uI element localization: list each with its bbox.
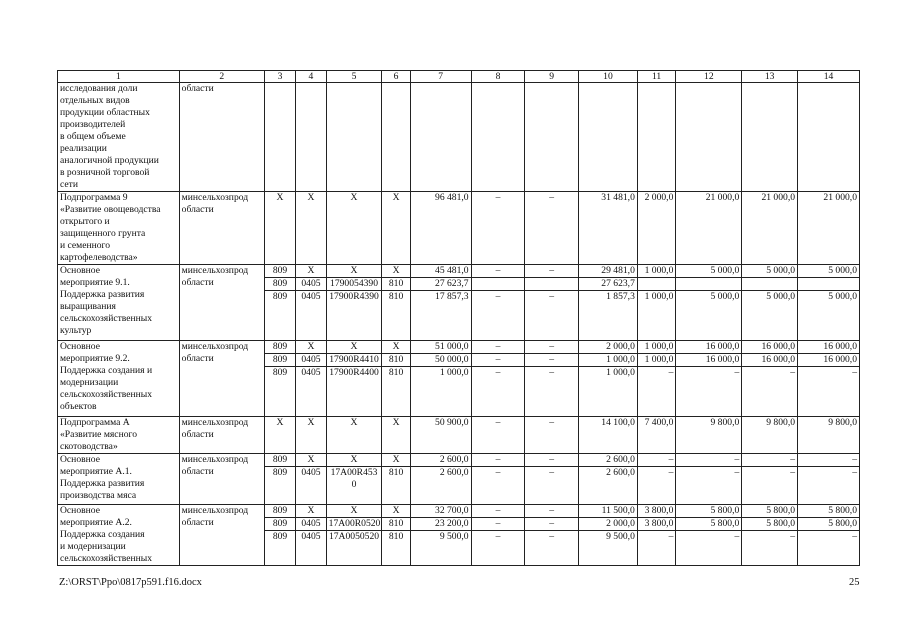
- budget-table: [57, 70, 860, 566]
- value-cell: X: [296, 417, 326, 454]
- value-cell: X: [296, 192, 326, 265]
- column-header: 8: [471, 71, 525, 83]
- value-cell: 9 800,0: [676, 417, 742, 454]
- value-cell: –: [471, 291, 525, 341]
- value-cell: X: [326, 505, 382, 518]
- value-cell: 45 481,0: [410, 265, 471, 278]
- column-header: 4: [296, 71, 326, 83]
- value-cell: 0405: [296, 354, 326, 367]
- program-name-cell: Основное мероприятие 9.2. Поддержка создания и модернизации сельскохозяйственных объектов: [58, 341, 180, 417]
- column-header: 11: [637, 71, 676, 83]
- value-cell: 810: [382, 367, 410, 417]
- value-cell: –: [525, 531, 579, 566]
- value-cell: –: [742, 454, 798, 467]
- value-cell: [742, 278, 798, 291]
- value-cell: 5 800,0: [676, 505, 742, 518]
- column-header-row: [58, 71, 860, 83]
- value-cell: 17900R4410: [326, 354, 382, 367]
- program-name-cell: Основное мероприятие А.2. Поддержка создания и модернизации сельскохозяйственных: [58, 505, 180, 566]
- value-cell: 1 000,0: [579, 367, 638, 417]
- value-cell: –: [525, 367, 579, 417]
- table-row: [58, 505, 860, 518]
- value-cell: 5 800,0: [742, 505, 798, 518]
- value-cell: [798, 83, 860, 192]
- value-cell: 51 000,0: [410, 341, 471, 354]
- column-header: 5: [326, 71, 382, 83]
- program-name-cell: Основное мероприятие А.1. Поддержка развития производства мяса: [58, 454, 180, 505]
- value-cell: X: [326, 192, 382, 265]
- value-cell: 5 000,0: [742, 291, 798, 341]
- value-cell: 29 481,0: [579, 265, 638, 278]
- value-cell: –: [742, 531, 798, 566]
- value-cell: –: [471, 341, 525, 354]
- value-cell: 5 800,0: [676, 518, 742, 531]
- value-cell: [382, 83, 410, 192]
- executor-cell: минсельхозпрод области: [179, 192, 264, 265]
- value-cell: 2 600,0: [410, 454, 471, 467]
- value-cell: 9 800,0: [742, 417, 798, 454]
- value-cell: 809: [264, 531, 295, 566]
- value-cell: 809: [264, 291, 295, 341]
- value-cell: [798, 278, 860, 291]
- value-cell: 5 800,0: [798, 518, 860, 531]
- value-cell: [296, 83, 326, 192]
- value-cell: 2 600,0: [410, 467, 471, 505]
- value-cell: 21 000,0: [742, 192, 798, 265]
- value-cell: –: [471, 265, 525, 278]
- table-row: [58, 83, 860, 192]
- value-cell: –: [637, 531, 676, 566]
- value-cell: –: [471, 454, 525, 467]
- value-cell: 2 000,0: [579, 341, 638, 354]
- program-name-cell: исследования доли отдельных видов продукции областных производителей в общем объеме реализации аналогичной продукции в розничной торговой сети: [58, 83, 180, 192]
- value-cell: 50 900,0: [410, 417, 471, 454]
- value-cell: –: [676, 454, 742, 467]
- value-cell: X: [264, 417, 295, 454]
- value-cell: [471, 83, 525, 192]
- value-cell: 1 000,0: [637, 291, 676, 341]
- value-cell: 2 600,0: [579, 454, 638, 467]
- value-cell: 810: [382, 531, 410, 566]
- value-cell: 21 000,0: [798, 192, 860, 265]
- value-cell: 810: [382, 278, 410, 291]
- executor-cell: минсельхозпрод области: [179, 505, 264, 566]
- value-cell: 5 800,0: [798, 505, 860, 518]
- column-header: 7: [410, 71, 471, 83]
- value-cell: 2 600,0: [579, 467, 638, 505]
- executor-cell: минсельхозпрод области: [179, 417, 264, 454]
- value-cell: [742, 83, 798, 192]
- value-cell: –: [525, 505, 579, 518]
- value-cell: [637, 83, 676, 192]
- value-cell: –: [525, 192, 579, 265]
- column-header: 14: [798, 71, 860, 83]
- column-header: 1: [58, 71, 180, 83]
- column-header: 13: [742, 71, 798, 83]
- value-cell: 1 000,0: [410, 367, 471, 417]
- value-cell: –: [471, 367, 525, 417]
- value-cell: 7 400,0: [637, 417, 676, 454]
- value-cell: [637, 278, 676, 291]
- value-cell: –: [525, 454, 579, 467]
- value-cell: 809: [264, 518, 295, 531]
- value-cell: 16 000,0: [676, 354, 742, 367]
- value-cell: –: [637, 367, 676, 417]
- value-cell: X: [382, 505, 410, 518]
- value-cell: [676, 278, 742, 291]
- value-cell: –: [676, 367, 742, 417]
- value-cell: –: [471, 531, 525, 566]
- value-cell: 809: [264, 341, 295, 354]
- value-cell: 31 481,0: [579, 192, 638, 265]
- value-cell: 0405: [296, 291, 326, 341]
- value-cell: –: [742, 367, 798, 417]
- value-cell: 809: [264, 467, 295, 505]
- value-cell: [264, 83, 295, 192]
- executor-cell: минсельхозпрод области: [179, 265, 264, 341]
- value-cell: 9 800,0: [798, 417, 860, 454]
- value-cell: [579, 83, 638, 192]
- value-cell: –: [525, 518, 579, 531]
- value-cell: 32 700,0: [410, 505, 471, 518]
- value-cell: 5 000,0: [676, 291, 742, 341]
- value-cell: 23 200,0: [410, 518, 471, 531]
- program-name-cell: Подпрограмма А «Развитие мясного скотоводства»: [58, 417, 180, 454]
- value-cell: 5 000,0: [798, 291, 860, 341]
- value-cell: 5 000,0: [676, 265, 742, 278]
- value-cell: 1 000,0: [637, 341, 676, 354]
- table-body: [58, 83, 860, 566]
- value-cell: [525, 278, 579, 291]
- footer-file-path: Z:\ORST\Ppo\0817p591.f16.docx: [59, 577, 202, 588]
- executor-cell: минсельхозпрод области: [179, 341, 264, 417]
- value-cell: 17 857,3: [410, 291, 471, 341]
- value-cell: 809: [264, 265, 295, 278]
- value-cell: 809: [264, 354, 295, 367]
- value-cell: X: [382, 341, 410, 354]
- program-name-cell: Подпрограмма 9 «Развитие овощеводства открытого и защищенного грунта и семенного картофелеводства»: [58, 192, 180, 265]
- column-header: 9: [525, 71, 579, 83]
- value-cell: 809: [264, 454, 295, 467]
- executor-cell: минсельхозпрод области: [179, 454, 264, 505]
- value-cell: [525, 83, 579, 192]
- value-cell: –: [471, 467, 525, 505]
- value-cell: –: [471, 518, 525, 531]
- value-cell: –: [525, 265, 579, 278]
- value-cell: –: [525, 291, 579, 341]
- value-cell: 17А0050520: [326, 531, 382, 566]
- table-row: [58, 417, 860, 454]
- value-cell: [326, 83, 382, 192]
- executor-cell: области: [179, 83, 264, 192]
- value-cell: 21 000,0: [676, 192, 742, 265]
- value-cell: X: [382, 265, 410, 278]
- value-cell: 16 000,0: [676, 341, 742, 354]
- value-cell: –: [798, 531, 860, 566]
- value-cell: 1 000,0: [579, 354, 638, 367]
- column-header: 3: [264, 71, 295, 83]
- value-cell: 17900R4400: [326, 367, 382, 417]
- value-cell: X: [326, 417, 382, 454]
- value-cell: 16 000,0: [742, 341, 798, 354]
- value-cell: –: [525, 417, 579, 454]
- table-row: [58, 341, 860, 354]
- value-cell: –: [471, 417, 525, 454]
- value-cell: –: [798, 454, 860, 467]
- value-cell: 5 800,0: [742, 518, 798, 531]
- value-cell: 14 100,0: [579, 417, 638, 454]
- value-cell: 5 000,0: [798, 265, 860, 278]
- value-cell: X: [296, 505, 326, 518]
- value-cell: 27 623,7: [410, 278, 471, 291]
- value-cell: 9 500,0: [579, 531, 638, 566]
- value-cell: –: [676, 531, 742, 566]
- value-cell: X: [296, 341, 326, 354]
- value-cell: 3 800,0: [637, 518, 676, 531]
- value-cell: –: [798, 467, 860, 505]
- value-cell: 16 000,0: [742, 354, 798, 367]
- value-cell: 809: [264, 278, 295, 291]
- value-cell: 5 000,0: [742, 265, 798, 278]
- value-cell: 17А00R453 0: [326, 467, 382, 505]
- value-cell: 809: [264, 505, 295, 518]
- value-cell: 810: [382, 518, 410, 531]
- value-cell: 1790054390: [326, 278, 382, 291]
- table-row: [58, 265, 860, 278]
- value-cell: –: [676, 467, 742, 505]
- page-number: 25: [849, 577, 860, 588]
- value-cell: –: [798, 367, 860, 417]
- column-header: 2: [179, 71, 264, 83]
- value-cell: X: [326, 454, 382, 467]
- value-cell: –: [637, 454, 676, 467]
- value-cell: 9 500,0: [410, 531, 471, 566]
- value-cell: 1 000,0: [637, 265, 676, 278]
- value-cell: –: [471, 354, 525, 367]
- value-cell: 0405: [296, 518, 326, 531]
- value-cell: 809: [264, 367, 295, 417]
- column-header: 12: [676, 71, 742, 83]
- value-cell: 810: [382, 467, 410, 505]
- table-row: [58, 454, 860, 467]
- value-cell: X: [326, 341, 382, 354]
- value-cell: X: [296, 265, 326, 278]
- value-cell: 0405: [296, 467, 326, 505]
- value-cell: 810: [382, 354, 410, 367]
- value-cell: X: [382, 454, 410, 467]
- value-cell: 0405: [296, 531, 326, 566]
- value-cell: 2 000,0: [637, 192, 676, 265]
- value-cell: [471, 278, 525, 291]
- column-header: 6: [382, 71, 410, 83]
- value-cell: –: [742, 467, 798, 505]
- value-cell: 0405: [296, 278, 326, 291]
- column-header: 10: [579, 71, 638, 83]
- value-cell: 810: [382, 291, 410, 341]
- value-cell: –: [525, 354, 579, 367]
- value-cell: X: [382, 192, 410, 265]
- value-cell: 16 000,0: [798, 341, 860, 354]
- value-cell: 16 000,0: [798, 354, 860, 367]
- value-cell: 3 800,0: [637, 505, 676, 518]
- value-cell: X: [296, 454, 326, 467]
- value-cell: –: [525, 341, 579, 354]
- value-cell: 17900R4390: [326, 291, 382, 341]
- table-row: [58, 192, 860, 265]
- value-cell: 0405: [296, 367, 326, 417]
- value-cell: 17А00R0520: [326, 518, 382, 531]
- value-cell: 27 623,7: [579, 278, 638, 291]
- value-cell: X: [264, 192, 295, 265]
- value-cell: 50 000,0: [410, 354, 471, 367]
- value-cell: –: [471, 192, 525, 265]
- value-cell: 96 481,0: [410, 192, 471, 265]
- program-name-cell: Основное мероприятие 9.1. Поддержка развития выращивания сельскохозяйственных культур: [58, 265, 180, 341]
- value-cell: –: [525, 467, 579, 505]
- value-cell: X: [326, 265, 382, 278]
- value-cell: –: [471, 505, 525, 518]
- value-cell: [410, 83, 471, 192]
- value-cell: 2 000,0: [579, 518, 638, 531]
- value-cell: 11 500,0: [579, 505, 638, 518]
- value-cell: 1 857,3: [579, 291, 638, 341]
- value-cell: 1 000,0: [637, 354, 676, 367]
- value-cell: X: [382, 417, 410, 454]
- value-cell: –: [637, 467, 676, 505]
- value-cell: [676, 83, 742, 192]
